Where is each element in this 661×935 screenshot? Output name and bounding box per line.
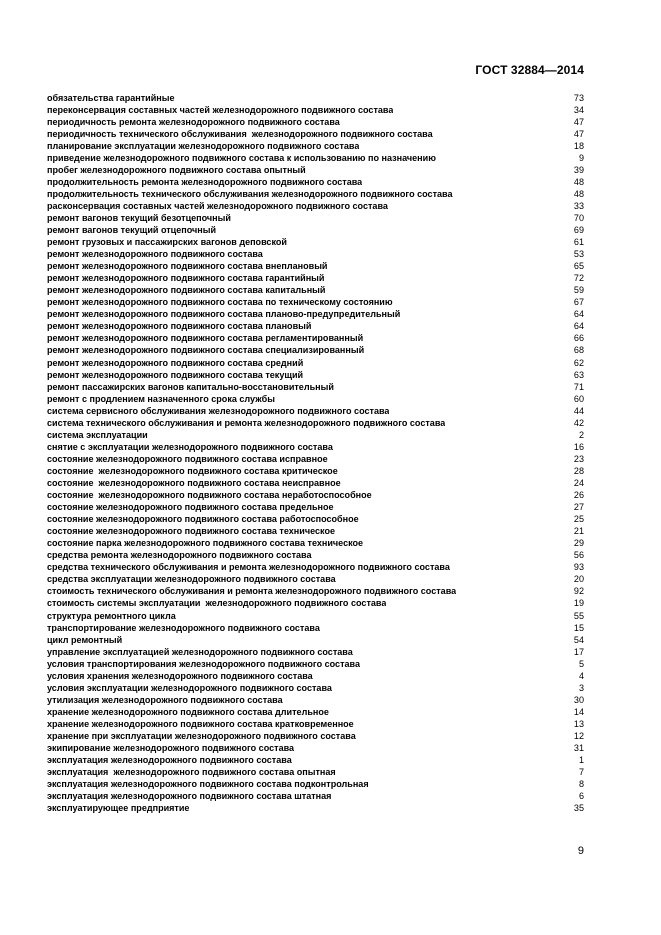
index-term: условия эксплуатации железнодорожного подвижного состава — [47, 682, 332, 693]
index-term: состояние железнодорожного подвижного состава критическое — [47, 465, 338, 476]
index-entry — [47, 730, 584, 742]
index-page-ref: 27 — [573, 502, 584, 513]
index-page-ref: 73 — [573, 92, 584, 103]
index-term: эксплуатация железнодорожного подвижного состава штатная — [47, 791, 332, 802]
index-entry — [47, 634, 584, 646]
page-number: 9 — [577, 845, 584, 857]
index-term: обязательства гарантийные — [47, 92, 175, 103]
index-term: ремонт железнодорожного подвижного состава текущий — [47, 369, 304, 380]
index-entry — [47, 344, 584, 356]
index-term: продолжительность технического обслуживания железнодорожного подвижного состава — [47, 188, 453, 199]
index-page-ref: 4 — [578, 670, 584, 681]
index-entry — [47, 405, 584, 417]
index-entry — [47, 453, 584, 465]
index-term: расконсервация составных частей железнодорожного подвижного состава — [47, 200, 388, 211]
index-page-ref: 35 — [573, 803, 584, 814]
index-page-ref: 53 — [573, 249, 584, 260]
index-term: ремонт вагонов текущий отцепочный — [47, 225, 217, 236]
index-term: ремонт железнодорожного подвижного состава внеплановый — [47, 261, 328, 272]
index-term: система технического обслуживания и ремонта железнодорожного подвижного состава — [47, 417, 446, 428]
index-page-ref: 7 — [578, 767, 584, 778]
index-page-ref: 55 — [573, 610, 584, 621]
index-term: ремонт вагонов текущий безотцепочный — [47, 212, 231, 223]
index-term: управление эксплуатацией железнодорожного подвижного состава — [47, 646, 353, 657]
index-page-ref: 39 — [573, 164, 584, 175]
index-page-ref: 67 — [573, 297, 584, 308]
index-term: средства ремонта железнодорожного подвижного состава — [47, 550, 312, 561]
index-entry — [47, 477, 584, 489]
index-page-ref: 93 — [573, 562, 584, 573]
index-term: эксплуатация железнодорожного подвижного состава — [47, 755, 292, 766]
index-page-ref: 2 — [578, 429, 584, 440]
index-entry — [47, 513, 584, 525]
index-term: эксплуатация железнодорожного подвижного состава подконтрольная — [47, 779, 369, 790]
index-page-ref: 48 — [573, 188, 584, 199]
index-entry — [47, 597, 584, 609]
index-entry — [47, 320, 584, 332]
index-term: условия хранения железнодорожного подвижного состава — [47, 670, 313, 681]
index-term: продолжительность ремонта железнодорожного подвижного состава — [47, 176, 363, 187]
document-code-header: ГОСТ 32884—2014 — [475, 63, 584, 77]
index-term: хранение при эксплуатации железнодорожного подвижного состава — [47, 730, 356, 741]
index-term: периодичность ремонта железнодорожного подвижного состава — [47, 116, 340, 127]
index-page-ref: 54 — [573, 634, 584, 645]
index-term: ремонт железнодорожного подвижного состава — [47, 249, 263, 260]
index-page-ref: 3 — [578, 682, 584, 693]
index-entry — [47, 610, 584, 622]
index-term: утилизация железнодорожного подвижного состава — [47, 694, 283, 705]
alphabetical-index-list — [47, 92, 584, 815]
index-page-ref: 92 — [573, 586, 584, 597]
index-term: планирование эксплуатации железнодорожного подвижного состава — [47, 140, 360, 151]
index-entry — [47, 248, 584, 260]
index-term: ремонт грузовых и пассажирских вагонов деповской — [47, 237, 287, 248]
index-term: переконсервация составных частей железнодорожного подвижного состава — [47, 104, 394, 115]
index-entry — [47, 778, 584, 790]
index-page-ref: 71 — [573, 381, 584, 392]
index-page-ref: 42 — [573, 417, 584, 428]
index-term: хранение железнодорожного подвижного состава кратковременное — [47, 718, 354, 729]
index-entry — [47, 152, 584, 164]
index-page-ref: 47 — [573, 128, 584, 139]
index-term: стоимость системы эксплуатации железнодорожного подвижного состава — [47, 598, 387, 609]
index-term: ремонт железнодорожного подвижного состава специализированный — [47, 345, 365, 356]
index-entry — [47, 260, 584, 272]
index-term: состояние железнодорожного подвижного состава неработоспособное — [47, 490, 372, 501]
index-page-ref: 62 — [573, 357, 584, 368]
index-entry — [47, 284, 584, 296]
index-page-ref: 65 — [573, 261, 584, 272]
index-page-ref: 6 — [578, 791, 584, 802]
index-entry — [47, 802, 584, 814]
index-term: условия транспортирования железнодорожного подвижного состава — [47, 658, 361, 669]
index-entry — [47, 369, 584, 381]
index-entry — [47, 694, 584, 706]
index-entry — [47, 381, 584, 393]
index-page-ref: 14 — [573, 706, 584, 717]
index-entry — [47, 212, 584, 224]
index-page-ref: 15 — [573, 622, 584, 633]
index-term: состояние парка железнодорожного подвижного состава техническое — [47, 538, 364, 549]
index-page-ref: 31 — [573, 743, 584, 754]
index-page-ref: 9 — [578, 152, 584, 163]
index-term: средства технического обслуживания и ремонта железнодорожного подвижного состава — [47, 562, 450, 573]
index-page-ref: 8 — [578, 779, 584, 790]
index-term: эксплуатация железнодорожного подвижного состава опытная — [47, 767, 336, 778]
index-entry — [47, 658, 584, 670]
index-page-ref: 47 — [573, 116, 584, 127]
index-term: экипирование железнодорожного подвижного состава — [47, 743, 295, 754]
index-page-ref: 19 — [573, 598, 584, 609]
index-entry — [47, 429, 584, 441]
index-term: средства эксплуатации железнодорожного подвижного состава — [47, 574, 336, 585]
index-entry — [47, 104, 584, 116]
index-entry — [47, 441, 584, 453]
index-entry — [47, 128, 584, 140]
index-entry — [47, 790, 584, 802]
index-page-ref: 70 — [573, 212, 584, 223]
index-entry — [47, 742, 584, 754]
index-page-ref: 1 — [578, 755, 584, 766]
index-page-ref: 18 — [573, 140, 584, 151]
index-term: периодичность технического обслуживания железнодорожного подвижного состава — [47, 128, 433, 139]
index-page-ref: 69 — [573, 225, 584, 236]
index-term: состояние железнодорожного подвижного состава предельное — [47, 502, 334, 513]
index-entry — [47, 549, 584, 561]
index-term: ремонт железнодорожного подвижного состава плановый — [47, 321, 312, 332]
index-entry — [47, 417, 584, 429]
index-page-ref: 48 — [573, 176, 584, 187]
index-page-ref: 66 — [573, 333, 584, 344]
index-entry — [47, 357, 584, 369]
index-entry — [47, 393, 584, 405]
index-page-ref: 16 — [573, 441, 584, 452]
index-entry — [47, 176, 584, 188]
index-page-ref: 64 — [573, 321, 584, 332]
index-term: структура ремонтного цикла — [47, 610, 176, 621]
index-entry — [47, 200, 584, 212]
index-page-ref: 24 — [573, 478, 584, 488]
index-entry — [47, 670, 584, 682]
index-page-ref: 5 — [578, 658, 584, 669]
index-page-ref: 59 — [573, 285, 584, 296]
index-entry — [47, 682, 584, 694]
index-page-ref: 17 — [573, 646, 584, 657]
index-entry — [47, 140, 584, 152]
index-entry — [47, 561, 584, 573]
index-term: состояние железнодорожного подвижного состава неисправное — [47, 478, 341, 488]
index-page-ref: 13 — [573, 718, 584, 729]
index-entry — [47, 272, 584, 284]
index-term: цикл ремонтный — [47, 634, 123, 645]
index-entry — [47, 308, 584, 320]
index-term: ремонт железнодорожного подвижного состава регламентированный — [47, 333, 364, 344]
index-page-ref: 56 — [573, 550, 584, 561]
index-term: хранение железнодорожного подвижного состава длительное — [47, 706, 329, 717]
index-page-ref: 61 — [573, 237, 584, 248]
index-entry — [47, 585, 584, 597]
index-entry — [47, 116, 584, 128]
index-page-ref: 72 — [573, 273, 584, 284]
index-page-ref: 26 — [573, 490, 584, 501]
index-page-ref: 63 — [573, 369, 584, 380]
index-term: ремонт пассажирских вагонов капитально-восстановительный — [47, 381, 334, 392]
index-entry — [47, 622, 584, 634]
index-term: система эксплуатации — [47, 429, 148, 440]
index-entry — [47, 573, 584, 585]
index-page-ref: 34 — [573, 104, 584, 115]
index-term: ремонт железнодорожного подвижного состава по техническому состоянию — [47, 297, 393, 308]
index-term: состояние железнодорожного подвижного состава техническое — [47, 526, 335, 537]
index-term: ремонт железнодорожного подвижного состава планово-предупредительный — [47, 309, 401, 320]
index-term: пробег железнодорожного подвижного состава опытный — [47, 164, 306, 175]
index-entry — [47, 92, 584, 104]
index-entry — [47, 501, 584, 513]
index-entry — [47, 296, 584, 308]
index-entry — [47, 332, 584, 344]
index-entry — [47, 489, 584, 501]
index-entry — [47, 525, 584, 537]
index-entry — [47, 224, 584, 236]
index-page-ref: 33 — [573, 200, 584, 211]
index-entry — [47, 188, 584, 200]
index-term: ремонт железнодорожного подвижного состава капитальный — [47, 285, 326, 296]
index-entry — [47, 164, 584, 176]
index-entry — [47, 646, 584, 658]
index-term: стоимость технического обслуживания и ремонта железнодорожного подвижного состава — [47, 586, 457, 597]
index-term: ремонт железнодорожного подвижного состава средний — [47, 357, 304, 368]
index-page-ref: 30 — [573, 694, 584, 705]
index-page-ref: 25 — [573, 514, 584, 525]
index-page-ref: 20 — [573, 574, 584, 585]
index-term: эксплуатирующее предприятие — [47, 803, 190, 814]
index-page-ref: 29 — [573, 538, 584, 549]
index-entry — [47, 766, 584, 778]
index-page-ref: 23 — [573, 453, 584, 464]
index-page-ref: 60 — [573, 393, 584, 404]
index-entry — [47, 706, 584, 718]
index-page-ref: 44 — [573, 405, 584, 416]
index-entry — [47, 537, 584, 549]
index-term: состояние железнодорожного подвижного состава работоспособное — [47, 514, 359, 525]
index-entry — [47, 754, 584, 766]
index-term: приведение железнодорожного подвижного состава к использованию по назначению — [47, 152, 436, 163]
index-term: ремонт железнодорожного подвижного состава гарантийный — [47, 273, 325, 284]
index-term: снятие с эксплуатации железнодорожного подвижного состава — [47, 441, 333, 452]
index-entry — [47, 236, 584, 248]
index-page-ref: 12 — [573, 730, 584, 741]
index-term: состояние железнодорожного подвижного состава исправное — [47, 453, 328, 464]
index-page-ref: 68 — [573, 345, 584, 356]
index-term: система сервисного обслуживания железнодорожного подвижного состава — [47, 405, 390, 416]
index-page-ref: 28 — [573, 465, 584, 476]
index-entry — [47, 465, 584, 477]
index-page-ref: 64 — [573, 309, 584, 320]
index-term: транспортирование железнодорожного подвижного состава — [47, 622, 320, 633]
index-entry — [47, 718, 584, 730]
index-term: ремонт с продлением назначенного срока службы — [47, 393, 275, 404]
index-page-ref: 21 — [573, 526, 584, 537]
